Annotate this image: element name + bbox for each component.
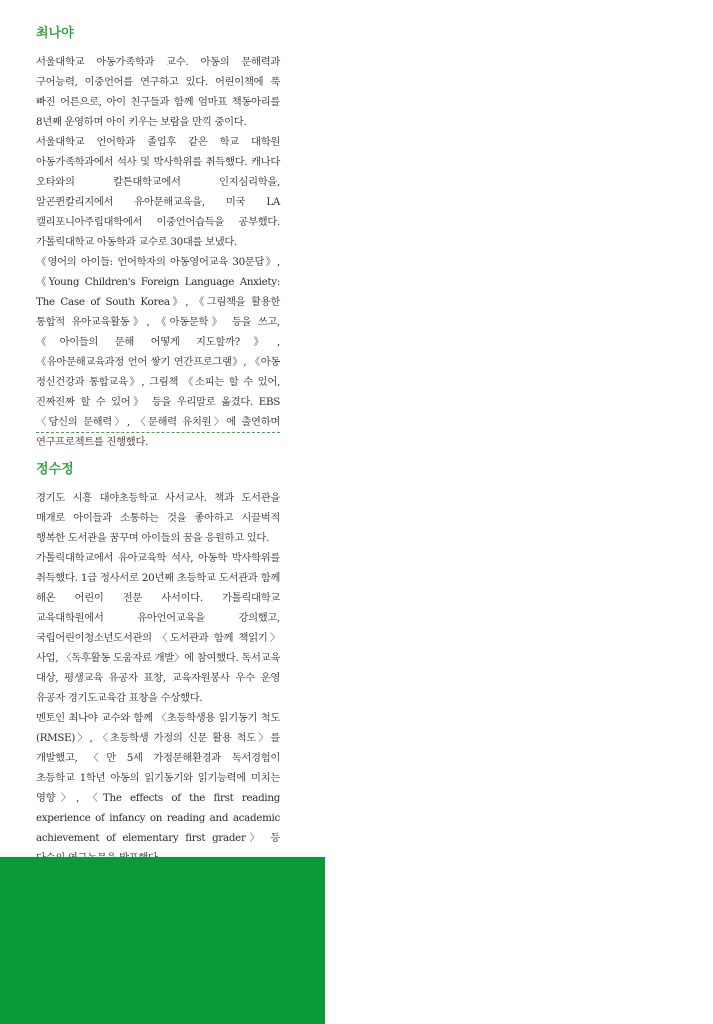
bio-paragraph: 멘토인 최나야 교수와 함께 〈초등학생용 읽기동기 척도(RMSE)〉, 〈초등학생 가정의 신문 활용 척도〉를 개발했고, 〈만 5세 가정문해환경과 독서경험이 초등학교 1학년 아동의 읽기동기와 읽기능력에 미치는 영향〉, 〈The effects of the first reading experience of infancy on reading and academic achievement of elementary first grader〉 등 [36,712,280,844]
author-profile-choi [36,26,280,452]
bio-paragraph: 가톨릭대학교에서 유아교육학 석사, 아동학 박사학위를 취득했다. 1급 정사서로 20년째 초등학교 도서관과 함께 해온 어린이 전문 사서이다. 가톨릭대학교 교육대학원에서 유아언어교육을 강의했고, 국립어린이청소년도서관의 〈도서관과 함께 책읽기〉 사업, 〈독후활동 도움자료 개발〉에 참여했다. 독서교육 대상, 평생교육 유공자 표창, 교육자원봉사 우수 운영 유공자 경기도교육감 표창을 수상했다. [36,552,280,704]
author-name: 최나야 [36,26,74,41]
bio-paragraph: 서울대학교 아동가족학과 교수. 아동의 문해력과 구어능력, 이중언어를 연구하고 있다. 어린이책에 푹 빠진 어른으로, 아이 친구들과 함께 엄마표 책동아리를 8년째 운영하며 아이 키우는 보람을 만끽 중이다. [36,56,280,128]
author-bio [36,52,280,452]
bio-paragraph: 경기도 시흥 대야초등학교 사서교사. 책과 도서관을 매개로 아이들과 소통하는 것을 좋아하고 시끌벅적 행복한 도서관을 꿈꾸며 아이들의 꿈을 응원하고 있다. [36,492,280,544]
bio-paragraph: 《영어의 아이들: 언어학자의 아동영어교육 30문답》, 《Young Children's Foreign Language Anxiety: The Case of South Korea》, 《그림책을 활용한 통합적 유아교육활동》, 《아동문학》 등을 쓰고, 《아이들의 문해 어떻게 지도할까?》, 《유아문해교육과정 언어 쌓기 연간프로그램》, 《아동 정신건강과 통합교육》, 그림책 《소피는 할 수 있어, 진짜진짜 할 수 있어》 등을 우리말로 옮겼다. EBS 〈당신의 문해력〉, 〈문해력 유치원〉에 출연하며 연구프로젝트를 진행했다. [36,256,280,448]
decorative-green-block [0,857,325,1024]
bio-paragraph: 서울대학교 언어학과 졸업후 같은 학교 대학원 아동가족학과에서 석사 및 박사학위를 취득했다. 캐나다 오타와의 칼튼대학교에서 인지심리학을, 알곤퀸칼리지에서 유아문해교육을, 미국 LA 캘리포니아주립대학에서 이중언어습득을 공부했다. 가톨릭대학교 아동학과 교수로 30대를 보냈다. [36,136,280,248]
author-bio [36,488,280,868]
author-profile-jung [36,462,280,868]
author-name: 정수정 [36,462,74,477]
section-divider [36,432,280,433]
